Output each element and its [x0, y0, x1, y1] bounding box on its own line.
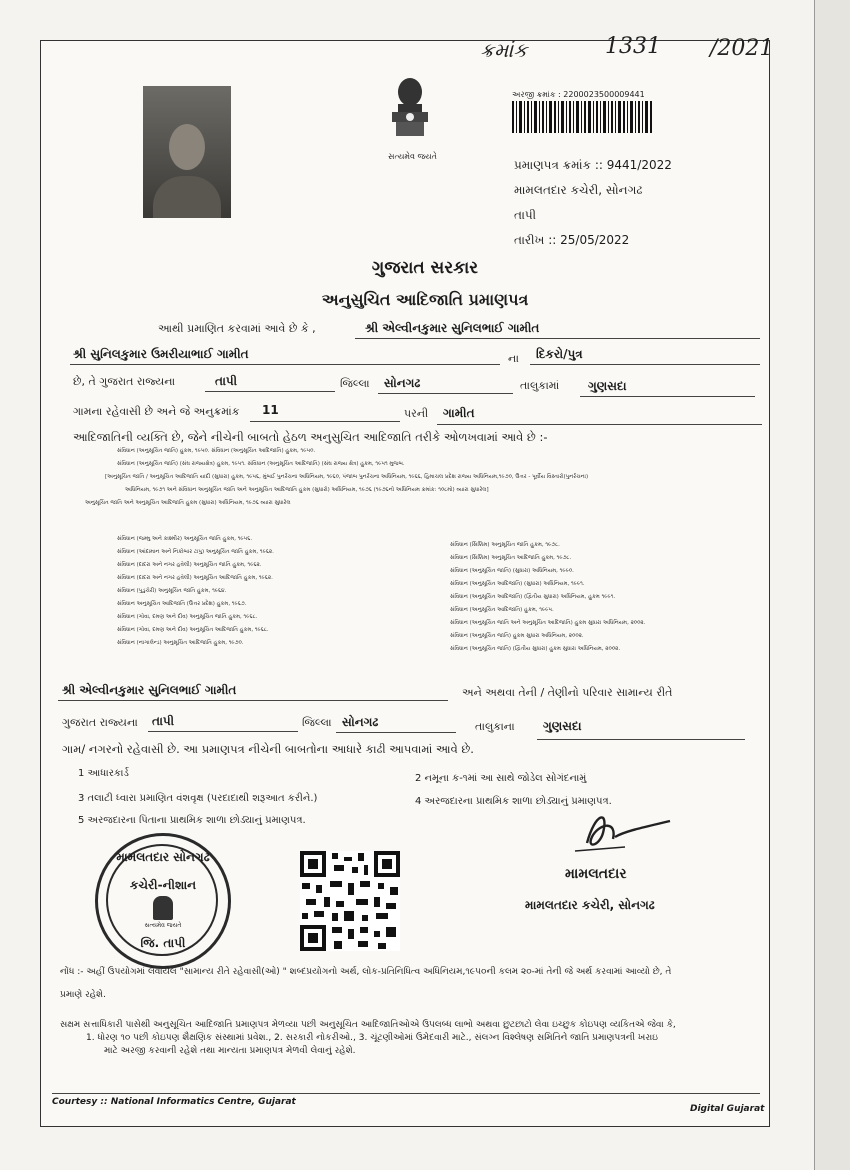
handwritten-number: 1331	[605, 34, 661, 59]
date-label: તારીખ ::	[514, 233, 557, 247]
page-edge	[814, 0, 850, 1170]
doc-item: 1 આધારકાર્ડ	[78, 768, 129, 779]
handwritten-krama: ક્રમાંક	[480, 38, 528, 62]
order-item: સંવિધાન અનુસૂચિત આદિજાતિ (ઉત્તર પ્રદેશ) હુકમ, ૧૯૬૭.	[117, 601, 247, 607]
order-item: સંવિધાન (દાદરા અને નગર હવેલી) અનુસૂચિત આદિજાતિ હુકમ, ૧૯૬૨.	[117, 575, 273, 581]
state-prefix-2: ગુજરાત રાજ્યના	[62, 716, 138, 729]
constitution-orders	[85, 445, 775, 510]
cert-number: 9441/2022	[606, 158, 672, 172]
state-district-value-2: તાપી	[152, 714, 175, 728]
order-item: સંવિધાન (ગોવા, દમણ અને દીવ) અનુસૂચિત આદિજાતિ હુકમ, ૧૯૬૮.	[117, 627, 269, 633]
order-item: સંવિધાન (અનુસૂચિત જાતિ) (દ્વિતીય સુધારા) હુકમ સુધારા અધિનિયમ, ૨૦૦૨.	[450, 646, 621, 652]
seal-motto: સત્યમેવ જયતે	[144, 922, 182, 929]
order-item: સંવિધાન (અનુસૂચિત આદિજાતિ) (દ્વિતીય સુધારા) અધિનિયમ, હુકમ ૧૯૯૧.	[450, 594, 616, 600]
district-value: સોનગઢ	[384, 376, 421, 390]
caste-name: ગામીત	[443, 406, 475, 420]
order-item: સંવિધાન (સિક્કિમ) અનુસૂચિત જાતિ હુકમ, ૧૯૭૮.	[450, 542, 560, 548]
order-item: સંવિધાન (નાગાલેન્ડ) અનુસૂચિત આદિજાતિ હુકમ, ૧૯૭૦.	[117, 640, 244, 646]
taluka-label-2: તાલુકાના	[475, 720, 515, 733]
const-line: સંવિધાન (અનુસૂચિત જાતિ) હુકમ, ૧૯૫૦. સંવિધાન (અનુસૂચિત આદિજાતિ) હુકમ, ૧૯૫૦.	[117, 448, 316, 454]
const-line: અનુસૂચિત જાતિ અને અનુસૂચિત આદિજાતિ હુકમ (સુધારા) અધિનિયમ, ૧૯૭૬ વ્યારા સુધારેલ	[85, 500, 291, 506]
order-item: સંવિધાન (અનુસૂચિત આદિજાતિ) (સુધારા) અધિનિયમ, ૧૯૯૧.	[450, 581, 585, 587]
na-text: ના	[508, 352, 519, 365]
doc-item: 2 નમૂના ક-૧માં આ સાથે જોડેલ સોગંદનામું	[415, 773, 587, 784]
doc-item: 4 અરજદારના પ્રાથમિક શાળા છોડ્યાનું પ્રમાણપત્ર.	[415, 796, 612, 807]
orders-right-list	[450, 539, 770, 656]
handwritten-year: /2021	[710, 36, 774, 61]
title-certificate: અનુસુચિત આદિજાતિ પ્રમાણપત્ર	[321, 290, 529, 309]
ashoka-emblem-icon	[384, 70, 436, 152]
title-gujarat-sarkar: ગુજરાત સરકાર	[371, 258, 479, 278]
doc-item: 3 તલાટી ધ્વારા પ્રમાણિત વંશવૃક્ષ (પરદાદાથી શરૂઆત કરીને.)	[78, 793, 318, 804]
note-text-2: પ્રમાણે રહેશે.	[60, 990, 106, 1000]
serial-number: 11	[262, 403, 279, 417]
date-row	[514, 233, 629, 248]
state-district-value: તાપી	[215, 374, 238, 388]
taluka-value: ગુણસદા	[588, 379, 627, 393]
family-text: અને અથવા તેની / તેણીનો પરિવાર સામાન્ય રીતે	[462, 686, 673, 699]
official-seal	[95, 833, 231, 969]
application-number: અરજી ક્રમાંક : 2200023500009441	[512, 90, 645, 99]
benefit-paragraph-3: માટે અરજી કરવાની રહેશે તથા માન્યતા પ્રમાણપત્ર મેળવી લેવાનું રહેશે.	[104, 1046, 356, 1056]
par-ni-text: પરની	[404, 407, 429, 420]
village-prefix: ગામના રહેવાસી છે અને જે અનુક્રમાંક	[73, 405, 240, 418]
intro-text: આથી પ્રમાણિત કરવામાં આવે છે કે ,	[158, 322, 316, 335]
applicant-name-2: શ્રી એલ્વીનકુમાર સુનિલભાઈ ગામીત	[62, 683, 237, 697]
note-text: નોંધ :- અહીં ઉપયોગમાં લેવાયેલ "સામાન્ય રીતે રહેવાસી(ઓ) " શબ્દપ્રયોગનો અર્થ, લોક-પ્રતિનિધિત્વ અધિનિયમ,૧૯૫૦ની કલમ ૨૦-માં તેની જે અર્થ કરવામાં આવ્યો છે, તે	[60, 967, 672, 977]
emblem-motto: સત્યમેવ જયતે	[388, 152, 437, 161]
district-label-2: જિલ્લા	[302, 716, 332, 729]
order-item: સંવિધાન (અનુસૂચિત જાતિ) હુકમ સુધારા અધિનિયમ, ૨૦૦૨.	[450, 633, 584, 639]
adijati-statement: આદિજાતિની વ્યક્તિ છે, જેને નીચેની બાબતો હેઠળ અનુસુચિત આદિજાતિ તરીકે ઓળખવામાં આવે છે :-	[73, 430, 548, 444]
barcode	[512, 101, 652, 133]
const-line: [અનુસૂચિત જાતિ / અનુસૂચિત આદિજાતિ યાદી (સુધારા) હુકમ, ૧૯૫૬, મુંબઈ પુનર્રચના અધિનિયમ, ૧૯૬૦, પંજાબ પુનર્રચના અધિનિયમ, ૧૯૬૬, હિમાચલ પ્રદેશ રાજ્ય અધિનિયમ,૧૯૭૦, ઉત્તર - પૂર્વીય વિસ્તારો(પુનર્રચના)	[105, 474, 589, 480]
cert-number-row	[514, 158, 672, 173]
orders-left-list	[117, 533, 437, 650]
taluka-label: તાલુકામાં	[520, 379, 560, 392]
order-item: સંવિધાન (સિક્કિમ) અનુસૂચિત આદિજાતિ હુકમ, ૧૯૭૮.	[450, 555, 572, 561]
order-item: સંવિધાન (જમ્મુ અને કાશ્મીર) અનુસૂચિત જાતિ હુકમ, ૧૯૫૬.	[117, 536, 253, 542]
basis-statement: ગામ/ નગરનો રહેવાસી છે. આ પ્રમાણપત્ર નીચેની બાબતોના આધારે કાઢી આપવામાં આવે છે.	[62, 742, 474, 756]
order-item: સંવિધાન (અનુસૂચિત આદિજાતિ) હુકમ, ૧૯૯૫.	[450, 607, 554, 613]
const-line: સંવિધાન (અનુસૂચિત જાતિ) (સંઘ રાજ્યક્ષેત્ર) હુકમ, ૧૯૫૧. સંવિધાન (અનુસૂચિત આદિજાતિ) (સંઘ રાજ્ય ક્ષેત્ર) હુકમ, ૧૯૫૧ મુજબ.	[117, 461, 405, 467]
seal-emblem-icon	[153, 896, 173, 920]
order-item: સંવિધાન (ગોવા, દમણ અને દીવ) અનુસૂચિત જાતિ હુકમ, ૧૯૬૮.	[117, 614, 258, 620]
state-prefix: છે, તે ગુજરાત રાજ્યના	[73, 375, 176, 388]
cert-number-label: પ્રમાણપત્ર ક્રમાંક ::	[514, 158, 603, 172]
benefit-paragraph: સક્ષમ સત્તાધિકારી પાસેથી અનુસૂચિત આદિજાતિ પ્રમાણપત્ર મેળવ્યા પછી અનુસૂચિત આદિજાતિઓએ ઉપલબ્ધ લાભો અથવા છુટછાટો લેવા ઇચ્છુક કોઇપણ વ્યકિતએ જેવા કે,	[60, 1020, 676, 1030]
footer-courtesy: Courtesy :: National Informatics Centre, Gujarat	[52, 1097, 296, 1107]
order-item: સંવિધાન (પુડુચેરી) અનુસૂચિત જાતિ હુકમ, ૧૯૬૪.	[117, 588, 227, 594]
issue-date: 25/05/2022	[560, 233, 630, 247]
benefit-list: 1. ધોરણ ૧૦ પછી કોઇપણ શૈક્ષણિક સંસ્થામાં પ્રવેશ., 2. સરકારી નોકરીઓ., 3. ચૂંટણીઓમાં ઉમેદવારી માટે., સંલગ્ન વિશ્લેષણ સમિતિને જાતિ પ્રમાણપત્રની ખરાઇ	[86, 1033, 658, 1043]
relation: દિકરો/પુત્ર	[536, 347, 583, 361]
district-value-2: સોનગઢ	[342, 715, 379, 729]
order-item: સંવિધાન (અનુસૂચિત જાતિ અને અનુસૂચિત આદિજાતિ) હુકમ સુધારા અધિનિયમ, ૨૦૦૨.	[450, 620, 646, 626]
const-line: અધિનિયમ, ૧૯૭૧ અને સંવિધાન અનુસૂચિત જાતિ અને અનુસૂચિત આદિજાતિ હુકમ (સુધારો) અધિનિયમ, ૧૯૭૬ (૧૯૭૬નો અધિનિયમ ક્રમાંક: ૧૦૮મો) વ્યારા સુધારેલ]	[125, 487, 489, 493]
footer-digital-gujarat: Digital Gujarat	[690, 1104, 765, 1114]
qr-code	[300, 851, 400, 951]
father-name: શ્રી સુનિલકુમાર ઉમરીયાભાઈ ગામીત	[73, 347, 249, 361]
office-name: મામલતદાર કચેરી, સોનગઢ	[514, 183, 643, 197]
doc-item: 5 અરજદારના પિતાના પ્રાથમિક શાળા છોડ્યાનું પ્રમાણપત્ર.	[78, 815, 306, 826]
applicant-name: શ્રી એલ્વીનકુમાર સુનિલભાઈ ગામીત	[365, 321, 540, 335]
signatory-office: મામલતદાર કચેરી, સોનગઢ	[525, 898, 655, 912]
order-item: સંવિધાન (આંદામાન અને નિકોબાર ટાપુ) અનુસૂચિત જાતિ હુકમ, ૧૯૬૨.	[117, 549, 274, 555]
signatory-title: મામલતદાર	[565, 866, 627, 882]
order-item: સંવિધાન (અનુસૂચિત જાતિ) (સુધારા) અધિનિયમ, ૧૯૯૦.	[450, 568, 574, 574]
taluka-value-2: ગુણસદા	[543, 719, 582, 733]
district-label: જિલ્લા	[340, 377, 370, 390]
district-name: તાપી	[514, 208, 537, 222]
order-item: સંવિધાન (દાદરા અને નગર હવેલી) અનુસૂચિત જાતિ હુકમ, ૧૯૬૨.	[117, 562, 262, 568]
applicant-photo	[143, 86, 231, 218]
seal-middle-text: કચેરી-નીશાન	[129, 878, 197, 892]
seal-bottom-text: જિ. તાપી	[140, 936, 186, 950]
signature-mark	[565, 803, 675, 863]
seal-top-text: મામલતદાર સોનગઢ	[116, 850, 210, 864]
